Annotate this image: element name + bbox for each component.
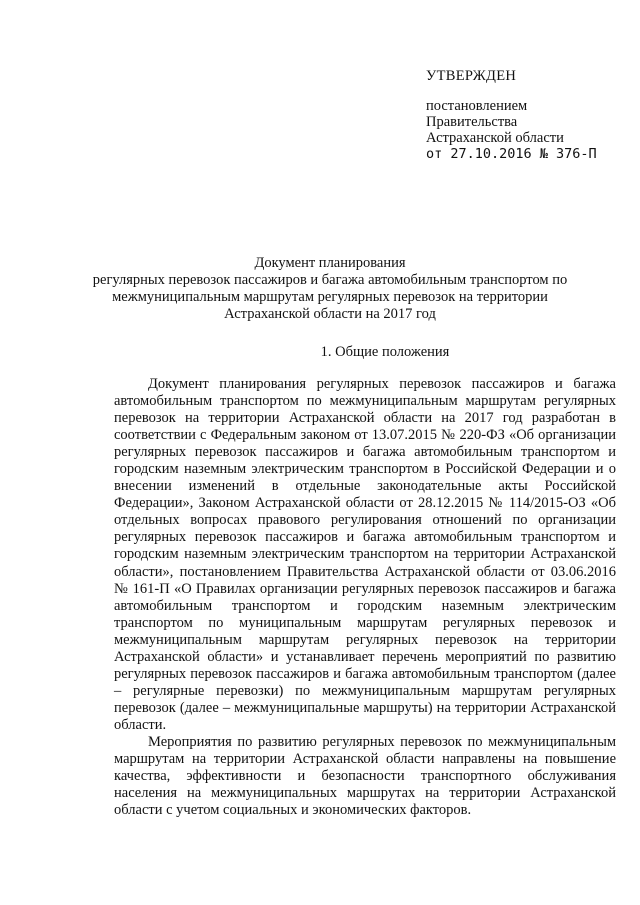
- approval-line-3: Астраханской области: [426, 130, 564, 146]
- document-title: [60, 255, 600, 323]
- title-line-4: Астраханской области на 2017 год: [224, 306, 436, 322]
- title-line-1: Документ планирования: [254, 255, 406, 271]
- title-line-2: регулярных перевозок пассажиров и багажа автомобильным транспортом по: [92, 272, 568, 288]
- body-paragraph-1: Документ планирования регулярных перевозок пассажиров и багажа автомобильным транспортом по межмуниципальным маршрутам регулярных перевозок на территории Астраханской области на 2017 год разработан в соответствии с Федеральным законом от 13.07.2015 № 220-ФЗ «Об организации регулярных перевозок пассажиров и багажа автомобильным транспортом и городским наземным электрическим транспортом в Российской Федерации и о внесении изменений в отдельные законодательные акты Российской Федерации», Законом Астраханской области от 28.12.2015 № 114/2015-ОЗ «Об отдельных вопросах правового регулирования отношений по организации регулярных перевозок пассажиров и багажа автомобильным транспортом и городским наземным электрическим транспортом на территории Астраханской области», постановлением Правительства Астраханской области от 03.06.2016 № 161-П «О Правилах организации регулярных перевозок пассажиров и багажа автомобильным транспортом и городским наземным электрическим транспортом по муниципальным маршрутам регулярных перевозок и межмуниципальным маршрутам регулярных перевозок на территории Астраханской области» и устанавливает перечень мероприятий по развитию регулярных перевозок пассажиров и багажа автомобильным транспортом (далее – регулярные перевозки) по межмуниципальным маршрутам регулярных перевозок (далее – межмуниципальные маршруты) на территории Астраханской области.: [114, 376, 616, 733]
- approval-date: от 27.10.2016 № 376-П: [426, 146, 597, 162]
- section-heading: 1. Общие положения: [320, 344, 450, 360]
- approval-block: [426, 68, 597, 162]
- document-body: [114, 376, 616, 819]
- title-line-3: межмуниципальным маршрутам регулярных перевозок на территории: [112, 289, 548, 305]
- approval-line-1: постановлением: [426, 98, 528, 114]
- approval-line-2: Правительства: [426, 114, 518, 130]
- body-paragraph-2: Мероприятия по развитию регулярных перевозок по межмуниципальным маршрутам на территории Астраханской области направлены на повышение качества, эффективности и безопасности транспортного обслуживания населения на межмуниципальных маршрутах на территории Астраханской области с учетом социальных и экономических факторов.: [114, 733, 616, 819]
- approval-heading: УТВЕРЖДЕН: [426, 68, 517, 84]
